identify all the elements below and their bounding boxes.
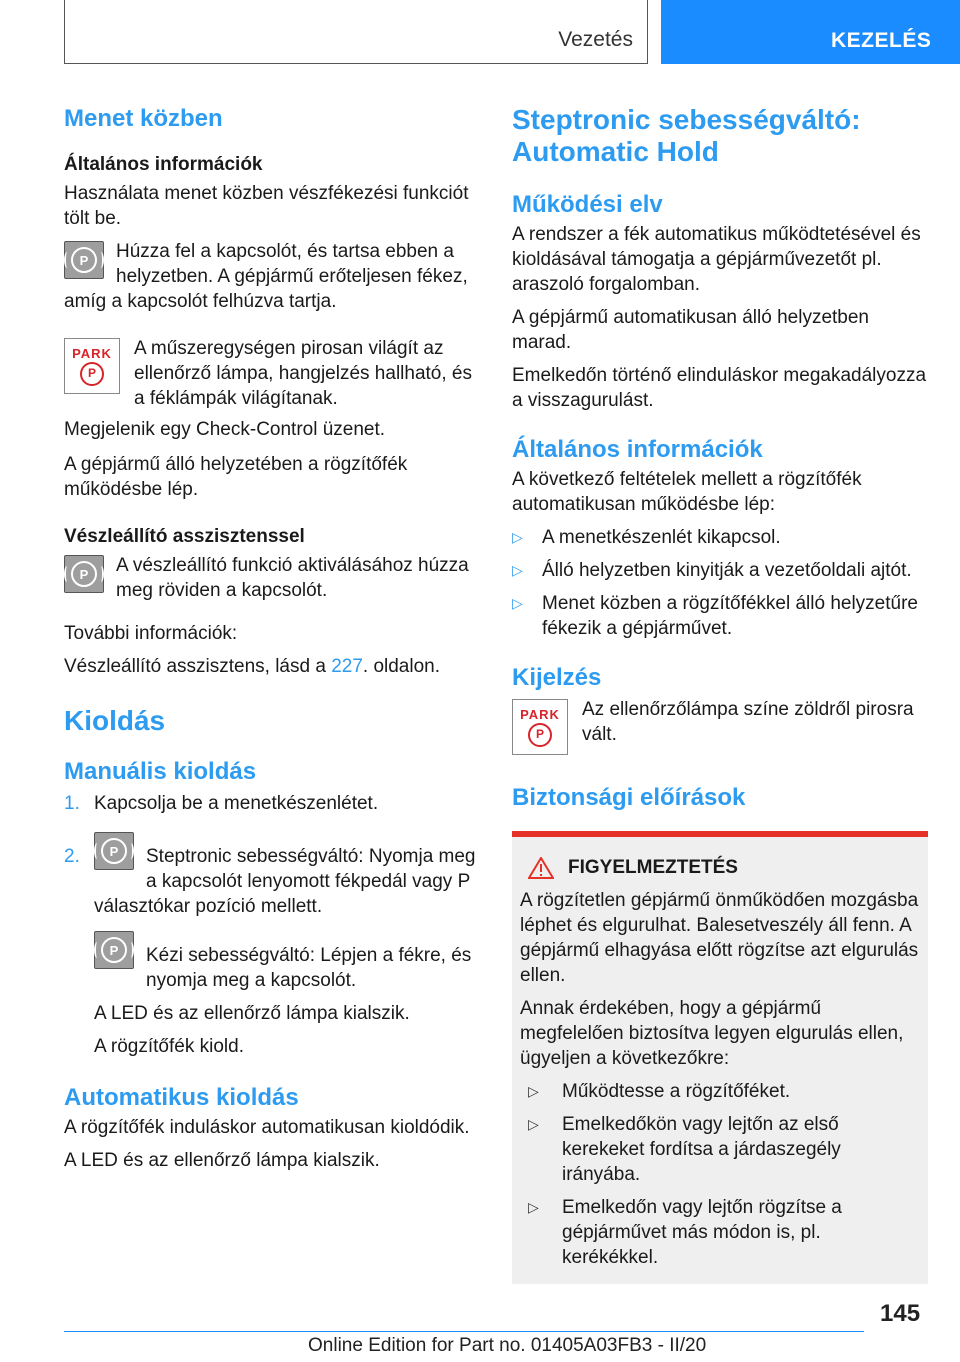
list-item (512, 525, 928, 550)
park-label: PARK (520, 706, 560, 722)
warning-box (512, 831, 928, 1284)
page-link-227[interactable]: 227 (331, 656, 363, 677)
footer-edition: Online Edition for Part no. 01405A03FB3 - II/20 (308, 1335, 707, 1356)
heading-mukodesi-elv: Működési elv (512, 191, 663, 218)
park-label: PARK (72, 345, 112, 361)
step-text: A LED és az ellenőrző lámpa kialszik. (94, 1003, 410, 1024)
list-item (512, 591, 928, 641)
list-item-text: A menetkészenlét kikapcsol. (542, 527, 781, 548)
list-item (528, 1079, 920, 1104)
parking-brake-button-icon (64, 241, 104, 279)
manual-steps-list (64, 791, 478, 1059)
list-item (64, 830, 478, 1059)
para-menet-3: A műszeregységen pirosan világít az ellenőrző lámpa, hangjelzés hallható, és a féklámpák világítanak. (134, 338, 472, 409)
p-letter: P (71, 247, 97, 273)
para-menet-4: Megjelenik egy Check-Control üzenet. (64, 419, 386, 440)
list-item-text: Menet közben a rögzítőfékkel álló helyzetűre fékezik a gépjárművet. (542, 593, 918, 639)
para-vesz-3-post: . oldalon. (362, 656, 441, 677)
safety-list (520, 1079, 920, 1270)
list-item-text: Működtesse a rögzítőféket. (562, 1081, 791, 1102)
p-letter: P (528, 723, 552, 747)
subheading-altalanos: Általános információk (64, 154, 263, 175)
para-menet-2: Húzza fel a kapcsolót, és tartsa ebben a helyzetben. A gépjármű erőteljesen fékez, amíg a kapcsolót felhúzva tartja. (64, 241, 468, 312)
p-letter: P (80, 362, 104, 386)
bullet-triangle-icon: ▷ (512, 562, 523, 578)
heading-kioldas: Kioldás (64, 705, 166, 736)
bullet-triangle-icon: ▷ (512, 529, 523, 545)
footer-divider (64, 1331, 864, 1332)
para-altalanos-1: A következő feltételek mellett a rögzítőfék automatikusan működésbe lép: (512, 469, 862, 515)
para-menet-1: Használata menet közben vészfékezési funkciót tölt be. (64, 183, 469, 229)
left-column (64, 100, 478, 1173)
subheading-veszleallito: Vészleállító asszisztenssel (64, 526, 305, 547)
p-letter: P (71, 561, 97, 587)
header-section-label: Vezetés (558, 28, 633, 51)
list-item (512, 558, 928, 583)
step-number: 1. (64, 793, 80, 814)
parking-brake-button-icon (94, 832, 134, 870)
para-vesz-3-pre: Vészleállító asszisztens, lásd a (64, 656, 332, 677)
heading-altalanos-informaciok: Általános információk (512, 436, 763, 463)
para-menet-5: A gépjármű álló helyzetében a rögzítőfék működésbe lép. (64, 454, 408, 500)
heading-manualis-kioldas: Manuális kioldás (64, 758, 257, 785)
step-text: Kapcsolja be a menetkészenlétet. (94, 793, 379, 814)
step-text: A rögzítőfék kiold. (94, 1036, 244, 1057)
step-number: 2. (64, 846, 80, 867)
page-number: 145 (880, 1300, 921, 1327)
p-letter: P (101, 838, 127, 864)
heading-menet-kozben: Menet közben (64, 105, 223, 132)
para-vesz-1: A vészleállító funkció aktiválásához húzza meg röviden a kapcsolót. (116, 555, 469, 601)
warning-para-1: A rögzítetlen gépjármű önműködően mozgásba léphet és elgurulhat. Balesetveszély áll fenn. A gépjármű elhagyása előtt rögzítse azt elgurulás ellen. (520, 890, 919, 986)
heading-kijelzes: Kijelzés (512, 664, 602, 691)
para-vesz-3 (64, 654, 478, 679)
header-chapter-label: KEZELÉS (831, 29, 932, 52)
para-auto-2: A LED és az ellenőrző lámpa kialszik. (64, 1150, 380, 1171)
bullet-triangle-icon: ▷ (528, 1116, 539, 1132)
list-item-text: Emelkedőn vagy lejtőn rögzítse a gépjárművet más módon is, pl. kerékékkel. (562, 1197, 842, 1268)
parking-brake-button-icon (64, 555, 104, 593)
heading-automatic-hold: Steptronic sebességváltó: Automatic Hold (512, 104, 861, 167)
para-auto-1: A rögzítőfék induláskor automatikusan kioldódik. (64, 1117, 470, 1138)
bullet-triangle-icon: ▷ (528, 1199, 539, 1215)
list-item (528, 1112, 920, 1187)
heading-automatikus-kioldas: Automatikus kioldás (64, 1084, 299, 1111)
header-section-box (64, 0, 648, 64)
warning-para-2: Annak érdekében, hogy a gépjármű megfelelően biztosítva legyen elgurulás ellen, ügyeljen a következőkre: (520, 998, 904, 1069)
step-text: Kézi sebességváltó: Lépjen a fékre, és nyomja meg a kapcsolót. (146, 945, 472, 991)
park-warning-lamp-icon (64, 338, 120, 394)
list-item-text: Emelkedőkön vagy lejtőn az első kerekeket fordítsa a járdaszegély irányába. (562, 1114, 841, 1185)
para-mukodesi-1: A rendszer a fék automatikus működtetésével és kioldásával támogatja a gépjárművezetőt pl. araszoló forgalomban. (512, 224, 921, 295)
warning-triangle-icon (528, 857, 554, 879)
header-chapter-tab (661, 0, 960, 64)
bullet-triangle-icon: ▷ (512, 595, 523, 611)
para-kijelzes: Az ellenőrzőlámpa színe zöldről pirosra vált. (582, 699, 914, 745)
step-text: Steptronic sebességváltó: Nyomja meg a kapcsolót lenyomott fékpedál vagy P választókar pozíció mellett. (94, 846, 476, 917)
list-item (528, 1195, 920, 1270)
para-mukodesi-2: A gépjármű automatikusan álló helyzetben marad. (512, 307, 870, 353)
bullet-triangle-icon: ▷ (528, 1083, 539, 1099)
para-vesz-2: További információk: (64, 623, 238, 644)
list-item-text: Álló helyzetben kinyitják a vezetőoldali ajtót. (542, 560, 912, 581)
park-warning-lamp-icon (512, 699, 568, 755)
right-column (512, 100, 928, 1284)
parking-brake-button-icon (94, 931, 134, 969)
p-letter: P (101, 937, 127, 963)
warning-title (520, 855, 920, 880)
warning-label: FIGYELMEZTETÉS (568, 857, 738, 878)
heading-biztonsagi-eloirasok: Biztonsági előírások (512, 784, 746, 811)
para-mukodesi-3: Emelkedőn történő elinduláskor megakadályozza a visszagurulást. (512, 365, 927, 411)
list-item (64, 791, 478, 816)
conditions-list (512, 525, 928, 641)
